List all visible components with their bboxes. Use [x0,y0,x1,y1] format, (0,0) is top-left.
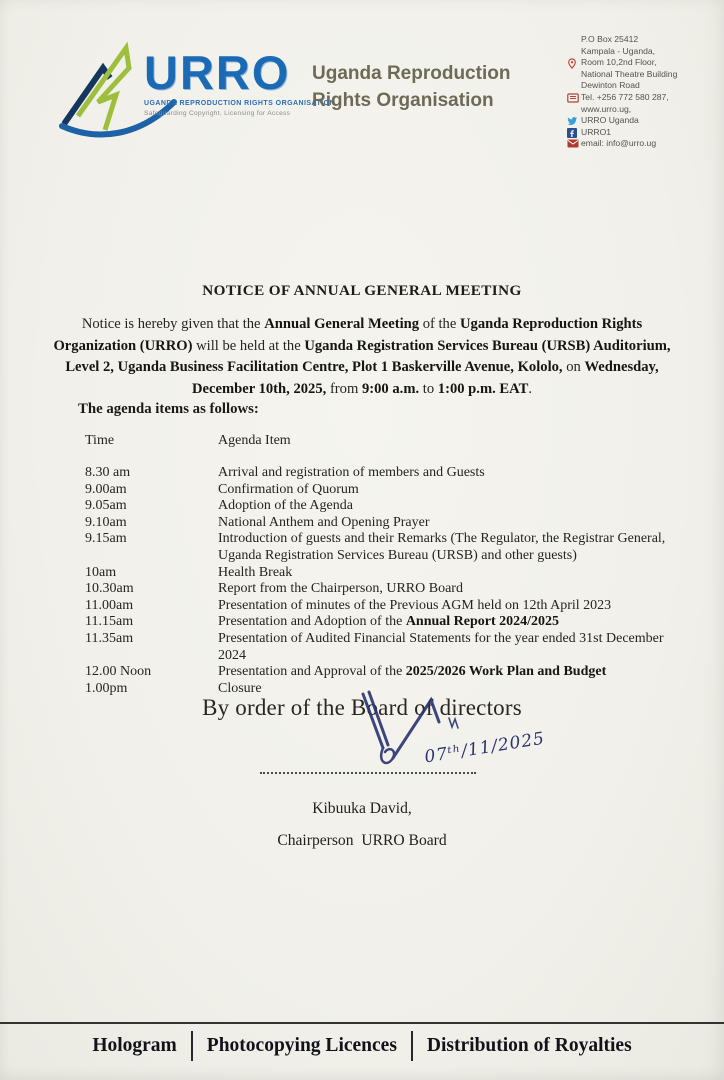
logo-acronym: URRO [144,46,291,99]
table-row: 10am Health Break [85,564,293,580]
agenda-table [85,433,685,697]
contact-line-road: Dewinton Road [581,80,640,91]
footer-item-photocopying: Photocopying Licences [206,1035,397,1056]
org-name [312,60,510,114]
contact-line-twitter: URRO Uganda [566,115,716,127]
agenda-header-row [85,433,685,449]
twitter-icon [567,116,578,126]
location-pin-icon [567,58,578,68]
contact-line-building: National Theatre Building [581,68,678,79]
table-row: 8.30 am Arrival and registration of members and Guests [85,465,485,480]
handwritten-date: 07ᵗʰ/11/2025 [423,728,547,768]
document-title: NOTICE OF ANNUAL GENERAL MEETING [202,282,522,299]
urro-logo [58,34,335,154]
signatory-name: Kibuuka David, [312,800,412,817]
contact-line-room: Room 10,2nd Floor, [566,57,716,69]
footer-divider-line [0,1022,724,1024]
table-row: 11.15am Presentation and Adoption of the Annual Report 2024/2025 [85,614,560,630]
logo-text-block [144,48,335,117]
email-icon [567,139,578,149]
logo-org-caps: UGANDA REPRODUCTION RIGHTS ORGANISATION [144,100,335,107]
contact-line-city: Kampala - Uganda, [581,45,656,56]
table-row: 9.15am Introduction of guests and their Remarks (The Regulator, the Registrar General, Uganda Registration Services Bureau (URSB) and other guests) [85,531,666,563]
contact-line-email: email: info@urro.ug [566,138,716,150]
footer-separator [411,1031,413,1061]
contact-line-tel: Tel. +256 772 580 287, [566,92,716,104]
logo-tagline: Safeguarding Copyright, Licensing for Access [144,110,291,117]
table-row: 9.00am Confirmation of Quorum [85,481,359,497]
table-row: 9.05am Adoption of the Agenda [85,498,353,514]
agenda-col-time: Time [85,433,115,448]
contact-line-website: www.urro.ug, [581,103,632,114]
org-name-line1: Uganda Reproduction [312,63,511,84]
footer-item-royalties: Distribution of Royalties [426,1035,632,1056]
table-row: 11.00am Presentation of minutes of the Previous AGM held on 12th April 2023 [85,597,612,613]
table-row: 12.00 Noon Presentation and Approval of the 2025/2026 Work Plan and Budget [85,664,607,680]
signatory-role: Chairperson URRO Board [277,832,447,849]
agenda-heading: The agenda items as follows: [78,401,259,417]
org-name-line2: Rights Organisation [312,90,494,111]
footer-services [0,1031,724,1061]
table-row: 11.35am Presentation of Audited Financial Statements for the year ended 31st December 2024 [85,630,664,663]
agenda-col-item: Agenda Item [218,433,291,448]
handwritten-signature [325,688,505,783]
contact-block [566,34,716,150]
table-row: 1.00pm Closure [85,680,262,696]
facebook-icon [567,128,578,138]
contact-line-pobox: P.O Box 25412 [581,34,639,44]
table-row: 10.30am Report from the Chairperson, URRO Board [85,581,463,597]
fax-icon [567,93,578,103]
table-row: 9.10am National Anthem and Opening Prayer [85,514,430,530]
signature-dotted-line [260,772,476,774]
notice-paragraph: Notice is hereby given that the Annual General Meeting of the Uganda Reproduction Rights Organization (URRO) will be held at the Uganda Registration Services Bureau (URSB) Auditorium, Level 2, Uganda Business Facilitation Centre, Plot 1 Baskerville Avenue, Kololo, on Wednesday, December 10th, 2025, from 9:00 a.m. to 1:00 p.m. EAT. [53,316,671,397]
contact-line-facebook: URRO1 [566,127,716,139]
by-order-line: By order of the Board of directors [202,695,522,720]
footer-item-hologram: Hologram [92,1035,177,1056]
footer-separator [191,1031,193,1061]
